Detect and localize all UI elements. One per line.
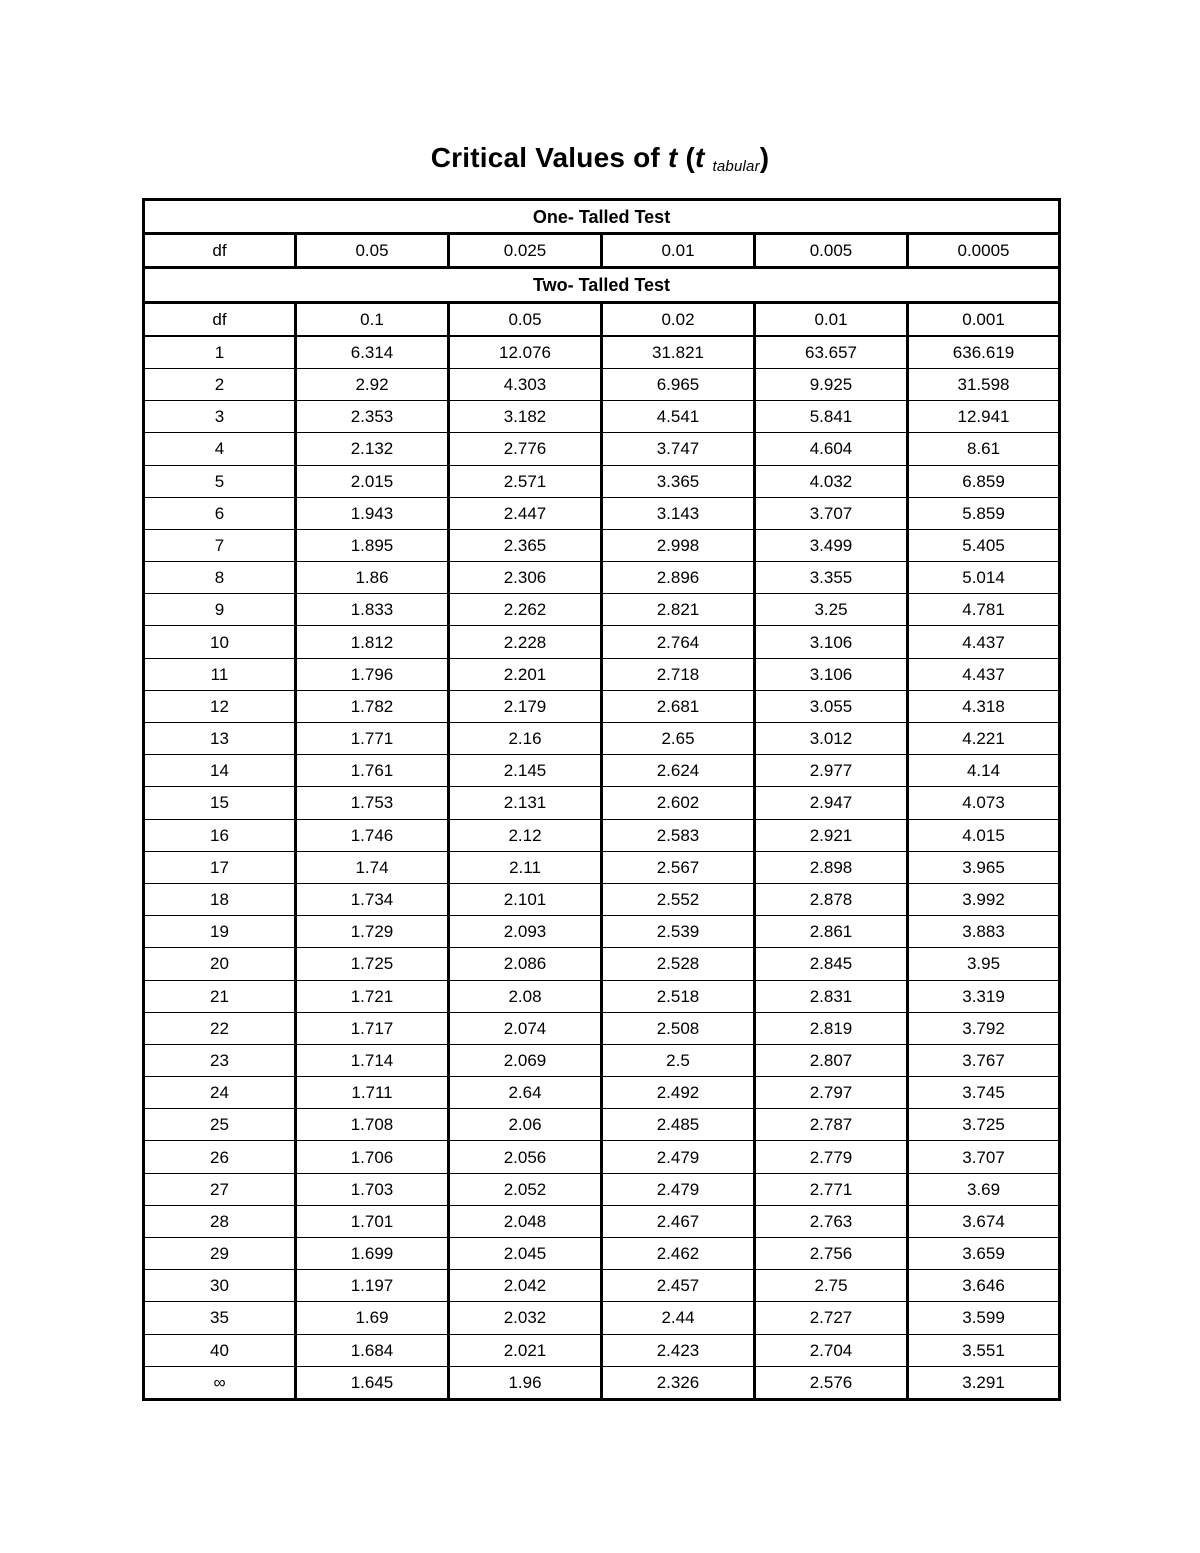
value-cell: 2.977 <box>755 755 908 787</box>
value-cell: 2.353 <box>296 401 449 433</box>
df-cell: 30 <box>144 1270 296 1302</box>
header-cell: 0.001 <box>908 302 1060 336</box>
table-row <box>144 1334 1060 1366</box>
value-cell: 3.055 <box>755 690 908 722</box>
df-cell: 4 <box>144 433 296 465</box>
value-cell: 3.499 <box>755 529 908 561</box>
value-cell: 2.12 <box>449 819 602 851</box>
table-row <box>144 1012 1060 1044</box>
value-cell: 31.821 <box>602 336 755 369</box>
df-cell: 21 <box>144 980 296 1012</box>
value-cell: 3.551 <box>908 1334 1060 1366</box>
value-cell: 2.576 <box>755 1366 908 1399</box>
value-cell: 2.032 <box>449 1302 602 1334</box>
value-cell: 2.08 <box>449 980 602 1012</box>
table-row <box>144 1141 1060 1173</box>
value-cell: 2.539 <box>602 916 755 948</box>
value-cell: 2.447 <box>449 497 602 529</box>
table-row <box>144 1077 1060 1109</box>
value-cell: 5.841 <box>755 401 908 433</box>
value-cell: 2.776 <box>449 433 602 465</box>
value-cell: 2.602 <box>602 787 755 819</box>
value-cell: 3.319 <box>908 980 1060 1012</box>
df-cell: 12 <box>144 690 296 722</box>
table-row <box>144 594 1060 626</box>
table-row <box>144 787 1060 819</box>
value-cell: 2.132 <box>296 433 449 465</box>
value-cell: 3.355 <box>755 562 908 594</box>
value-cell: 2.764 <box>602 626 755 658</box>
df-cell: 25 <box>144 1109 296 1141</box>
df-cell: 35 <box>144 1302 296 1334</box>
value-cell: 2.16 <box>449 723 602 755</box>
value-cell: 3.012 <box>755 723 908 755</box>
value-cell: 2.845 <box>755 948 908 980</box>
table-row <box>144 529 1060 561</box>
value-cell: 4.015 <box>908 819 1060 851</box>
value-cell: 2.131 <box>449 787 602 819</box>
value-cell: 2.11 <box>449 851 602 883</box>
table-row <box>144 368 1060 400</box>
header-cell: 0.025 <box>449 234 602 268</box>
value-cell: 3.965 <box>908 851 1060 883</box>
table-row <box>144 948 1060 980</box>
value-cell: 31.598 <box>908 368 1060 400</box>
value-cell: 2.093 <box>449 916 602 948</box>
value-cell: 2.528 <box>602 948 755 980</box>
table-row <box>144 658 1060 690</box>
df-cell: 28 <box>144 1205 296 1237</box>
value-cell: 2.5 <box>602 1044 755 1076</box>
value-cell: 2.718 <box>602 658 755 690</box>
value-cell: 3.659 <box>908 1238 1060 1270</box>
value-cell: 1.761 <box>296 755 449 787</box>
table-row <box>144 1238 1060 1270</box>
value-cell: 2.583 <box>602 819 755 851</box>
table-row <box>144 433 1060 465</box>
value-cell: 2.878 <box>755 883 908 915</box>
two-tailed-label: Two- Talled Test <box>144 268 1060 302</box>
value-cell: 3.106 <box>755 626 908 658</box>
df-cell: 26 <box>144 1141 296 1173</box>
value-cell: 4.781 <box>908 594 1060 626</box>
value-cell: 1.703 <box>296 1173 449 1205</box>
value-cell: 2.947 <box>755 787 908 819</box>
table-row <box>144 980 1060 1012</box>
value-cell: 2.042 <box>449 1270 602 1302</box>
value-cell: 2.201 <box>449 658 602 690</box>
df-cell: 13 <box>144 723 296 755</box>
table-row <box>144 883 1060 915</box>
df-cell: 20 <box>144 948 296 980</box>
value-cell: 5.859 <box>908 497 1060 529</box>
value-cell: 4.541 <box>602 401 755 433</box>
value-cell: 3.707 <box>908 1141 1060 1173</box>
value-cell: 2.228 <box>449 626 602 658</box>
value-cell: 2.681 <box>602 690 755 722</box>
df-cell: 3 <box>144 401 296 433</box>
title-text: Critical Values of <box>430 142 668 173</box>
header-cell: 0.0005 <box>908 234 1060 268</box>
value-cell: 2.787 <box>755 1109 908 1141</box>
value-cell: 2.365 <box>449 529 602 561</box>
value-cell: 4.221 <box>908 723 1060 755</box>
value-cell: 2.771 <box>755 1173 908 1205</box>
value-cell: 1.721 <box>296 980 449 1012</box>
header-cell: 0.005 <box>755 234 908 268</box>
df-cell: 17 <box>144 851 296 883</box>
df-cell: 29 <box>144 1238 296 1270</box>
table-row <box>144 1205 1060 1237</box>
value-cell: 2.045 <box>449 1238 602 1270</box>
value-cell: 1.833 <box>296 594 449 626</box>
df-cell: 23 <box>144 1044 296 1076</box>
one-tailed-band <box>144 200 1060 234</box>
value-cell: 2.021 <box>449 1334 602 1366</box>
value-cell: 6.859 <box>908 465 1060 497</box>
table-row <box>144 1173 1060 1205</box>
header-cell: df <box>144 234 296 268</box>
one-tailed-header-row <box>144 234 1060 268</box>
value-cell: 2.92 <box>296 368 449 400</box>
value-cell: 2.779 <box>755 1141 908 1173</box>
value-cell: 4.032 <box>755 465 908 497</box>
value-cell: 2.704 <box>755 1334 908 1366</box>
value-cell: 2.485 <box>602 1109 755 1141</box>
value-cell: 2.479 <box>602 1141 755 1173</box>
df-cell: 2 <box>144 368 296 400</box>
title-open-paren: ( <box>677 142 695 173</box>
value-cell: 1.74 <box>296 851 449 883</box>
value-cell: 1.796 <box>296 658 449 690</box>
value-cell: 2.086 <box>449 948 602 980</box>
table-row <box>144 1109 1060 1141</box>
df-cell: 8 <box>144 562 296 594</box>
value-cell: 3.674 <box>908 1205 1060 1237</box>
table-row <box>144 819 1060 851</box>
df-cell: 22 <box>144 1012 296 1044</box>
df-cell: ∞ <box>144 1366 296 1399</box>
df-cell: 10 <box>144 626 296 658</box>
table-row <box>144 723 1060 755</box>
value-cell: 3.599 <box>908 1302 1060 1334</box>
value-cell: 1.812 <box>296 626 449 658</box>
value-cell: 1.725 <box>296 948 449 980</box>
df-cell: 24 <box>144 1077 296 1109</box>
title-variable: t <box>667 142 678 173</box>
value-cell: 63.657 <box>755 336 908 369</box>
table-row <box>144 465 1060 497</box>
value-cell: 636.619 <box>908 336 1060 369</box>
value-cell: 5.405 <box>908 529 1060 561</box>
value-cell: 1.708 <box>296 1109 449 1141</box>
value-cell: 5.014 <box>908 562 1060 594</box>
two-tailed-band <box>144 268 1060 302</box>
header-cell: 0.02 <box>602 302 755 336</box>
value-cell: 12.076 <box>449 336 602 369</box>
table-body <box>144 200 1060 1400</box>
value-cell: 1.753 <box>296 787 449 819</box>
value-cell: 1.701 <box>296 1205 449 1237</box>
table-row <box>144 336 1060 369</box>
value-cell: 3.745 <box>908 1077 1060 1109</box>
value-cell: 2.262 <box>449 594 602 626</box>
value-cell: 4.604 <box>755 433 908 465</box>
value-cell: 4.437 <box>908 658 1060 690</box>
value-cell: 2.467 <box>602 1205 755 1237</box>
two-tailed-header-row <box>144 302 1060 336</box>
value-cell: 3.291 <box>908 1366 1060 1399</box>
df-cell: 7 <box>144 529 296 561</box>
value-cell: 2.145 <box>449 755 602 787</box>
value-cell: 3.143 <box>602 497 755 529</box>
value-cell: 2.896 <box>602 562 755 594</box>
value-cell: 2.861 <box>755 916 908 948</box>
table-row <box>144 851 1060 883</box>
value-cell: 2.831 <box>755 980 908 1012</box>
header-cell: 0.05 <box>296 234 449 268</box>
value-cell: 4.437 <box>908 626 1060 658</box>
value-cell: 1.684 <box>296 1334 449 1366</box>
value-cell: 8.61 <box>908 433 1060 465</box>
value-cell: 3.69 <box>908 1173 1060 1205</box>
value-cell: 1.86 <box>296 562 449 594</box>
table-row <box>144 626 1060 658</box>
value-cell: 1.714 <box>296 1044 449 1076</box>
value-cell: 4.318 <box>908 690 1060 722</box>
df-cell: 14 <box>144 755 296 787</box>
table-row <box>144 497 1060 529</box>
value-cell: 1.717 <box>296 1012 449 1044</box>
value-cell: 2.75 <box>755 1270 908 1302</box>
value-cell: 2.101 <box>449 883 602 915</box>
value-cell: 2.898 <box>755 851 908 883</box>
value-cell: 3.992 <box>908 883 1060 915</box>
header-cell: 0.01 <box>755 302 908 336</box>
df-cell: 9 <box>144 594 296 626</box>
value-cell: 1.711 <box>296 1077 449 1109</box>
value-cell: 4.303 <box>449 368 602 400</box>
value-cell: 2.015 <box>296 465 449 497</box>
value-cell: 2.763 <box>755 1205 908 1237</box>
value-cell: 2.508 <box>602 1012 755 1044</box>
value-cell: 3.182 <box>449 401 602 433</box>
value-cell: 3.95 <box>908 948 1060 980</box>
value-cell: 2.756 <box>755 1238 908 1270</box>
value-cell: 2.797 <box>755 1077 908 1109</box>
value-cell: 2.326 <box>602 1366 755 1399</box>
value-cell: 1.197 <box>296 1270 449 1302</box>
table-row <box>144 562 1060 594</box>
value-cell: 2.567 <box>602 851 755 883</box>
value-cell: 2.462 <box>602 1238 755 1270</box>
one-tailed-label: One- Talled Test <box>144 200 1060 234</box>
table-row <box>144 690 1060 722</box>
value-cell: 1.69 <box>296 1302 449 1334</box>
value-cell: 2.457 <box>602 1270 755 1302</box>
value-cell: 12.941 <box>908 401 1060 433</box>
table-row <box>144 1366 1060 1399</box>
df-cell: 27 <box>144 1173 296 1205</box>
value-cell: 6.314 <box>296 336 449 369</box>
header-cell: 0.05 <box>449 302 602 336</box>
value-cell: 3.646 <box>908 1270 1060 1302</box>
value-cell: 1.734 <box>296 883 449 915</box>
df-cell: 19 <box>144 916 296 948</box>
value-cell: 2.552 <box>602 883 755 915</box>
value-cell: 2.821 <box>602 594 755 626</box>
value-cell: 2.074 <box>449 1012 602 1044</box>
value-cell: 3.767 <box>908 1044 1060 1076</box>
value-cell: 2.06 <box>449 1109 602 1141</box>
header-cell: 0.1 <box>296 302 449 336</box>
table-row <box>144 916 1060 948</box>
value-cell: 2.056 <box>449 1141 602 1173</box>
value-cell: 3.883 <box>908 916 1060 948</box>
value-cell: 9.925 <box>755 368 908 400</box>
table-row <box>144 755 1060 787</box>
value-cell: 2.819 <box>755 1012 908 1044</box>
table-row <box>144 1044 1060 1076</box>
value-cell: 4.073 <box>908 787 1060 819</box>
value-cell: 3.747 <box>602 433 755 465</box>
value-cell: 2.65 <box>602 723 755 755</box>
value-cell: 1.746 <box>296 819 449 851</box>
value-cell: 2.052 <box>449 1173 602 1205</box>
value-cell: 2.807 <box>755 1044 908 1076</box>
value-cell: 6.965 <box>602 368 755 400</box>
value-cell: 2.423 <box>602 1334 755 1366</box>
df-cell: 1 <box>144 336 296 369</box>
page-title <box>0 142 1200 175</box>
table-row <box>144 401 1060 433</box>
value-cell: 1.645 <box>296 1366 449 1399</box>
table-row <box>144 1302 1060 1334</box>
value-cell: 2.492 <box>602 1077 755 1109</box>
value-cell: 2.179 <box>449 690 602 722</box>
value-cell: 1.943 <box>296 497 449 529</box>
df-cell: 5 <box>144 465 296 497</box>
value-cell: 2.048 <box>449 1205 602 1237</box>
value-cell: 3.25 <box>755 594 908 626</box>
value-cell: 1.96 <box>449 1366 602 1399</box>
df-cell: 11 <box>144 658 296 690</box>
value-cell: 2.624 <box>602 755 755 787</box>
value-cell: 3.792 <box>908 1012 1060 1044</box>
value-cell: 1.771 <box>296 723 449 755</box>
value-cell: 2.44 <box>602 1302 755 1334</box>
value-cell: 2.518 <box>602 980 755 1012</box>
value-cell: 4.14 <box>908 755 1060 787</box>
value-cell: 3.707 <box>755 497 908 529</box>
title-variable-inner: t <box>694 142 705 173</box>
value-cell: 2.069 <box>449 1044 602 1076</box>
value-cell: 3.725 <box>908 1109 1060 1141</box>
header-cell: 0.01 <box>602 234 755 268</box>
value-cell: 2.479 <box>602 1173 755 1205</box>
value-cell: 2.571 <box>449 465 602 497</box>
value-cell: 3.365 <box>602 465 755 497</box>
value-cell: 2.64 <box>449 1077 602 1109</box>
header-cell: df <box>144 302 296 336</box>
df-cell: 6 <box>144 497 296 529</box>
value-cell: 2.998 <box>602 529 755 561</box>
value-cell: 1.706 <box>296 1141 449 1173</box>
value-cell: 1.729 <box>296 916 449 948</box>
title-subscript: tabular <box>712 158 760 175</box>
df-cell: 18 <box>144 883 296 915</box>
title-close-paren: ) <box>759 142 770 173</box>
value-cell: 1.782 <box>296 690 449 722</box>
table-row <box>144 1270 1060 1302</box>
critical-values-table <box>142 198 1061 1401</box>
value-cell: 1.895 <box>296 529 449 561</box>
df-cell: 40 <box>144 1334 296 1366</box>
value-cell: 2.306 <box>449 562 602 594</box>
value-cell: 3.106 <box>755 658 908 690</box>
df-cell: 15 <box>144 787 296 819</box>
value-cell: 1.699 <box>296 1238 449 1270</box>
value-cell: 2.727 <box>755 1302 908 1334</box>
df-cell: 16 <box>144 819 296 851</box>
value-cell: 2.921 <box>755 819 908 851</box>
